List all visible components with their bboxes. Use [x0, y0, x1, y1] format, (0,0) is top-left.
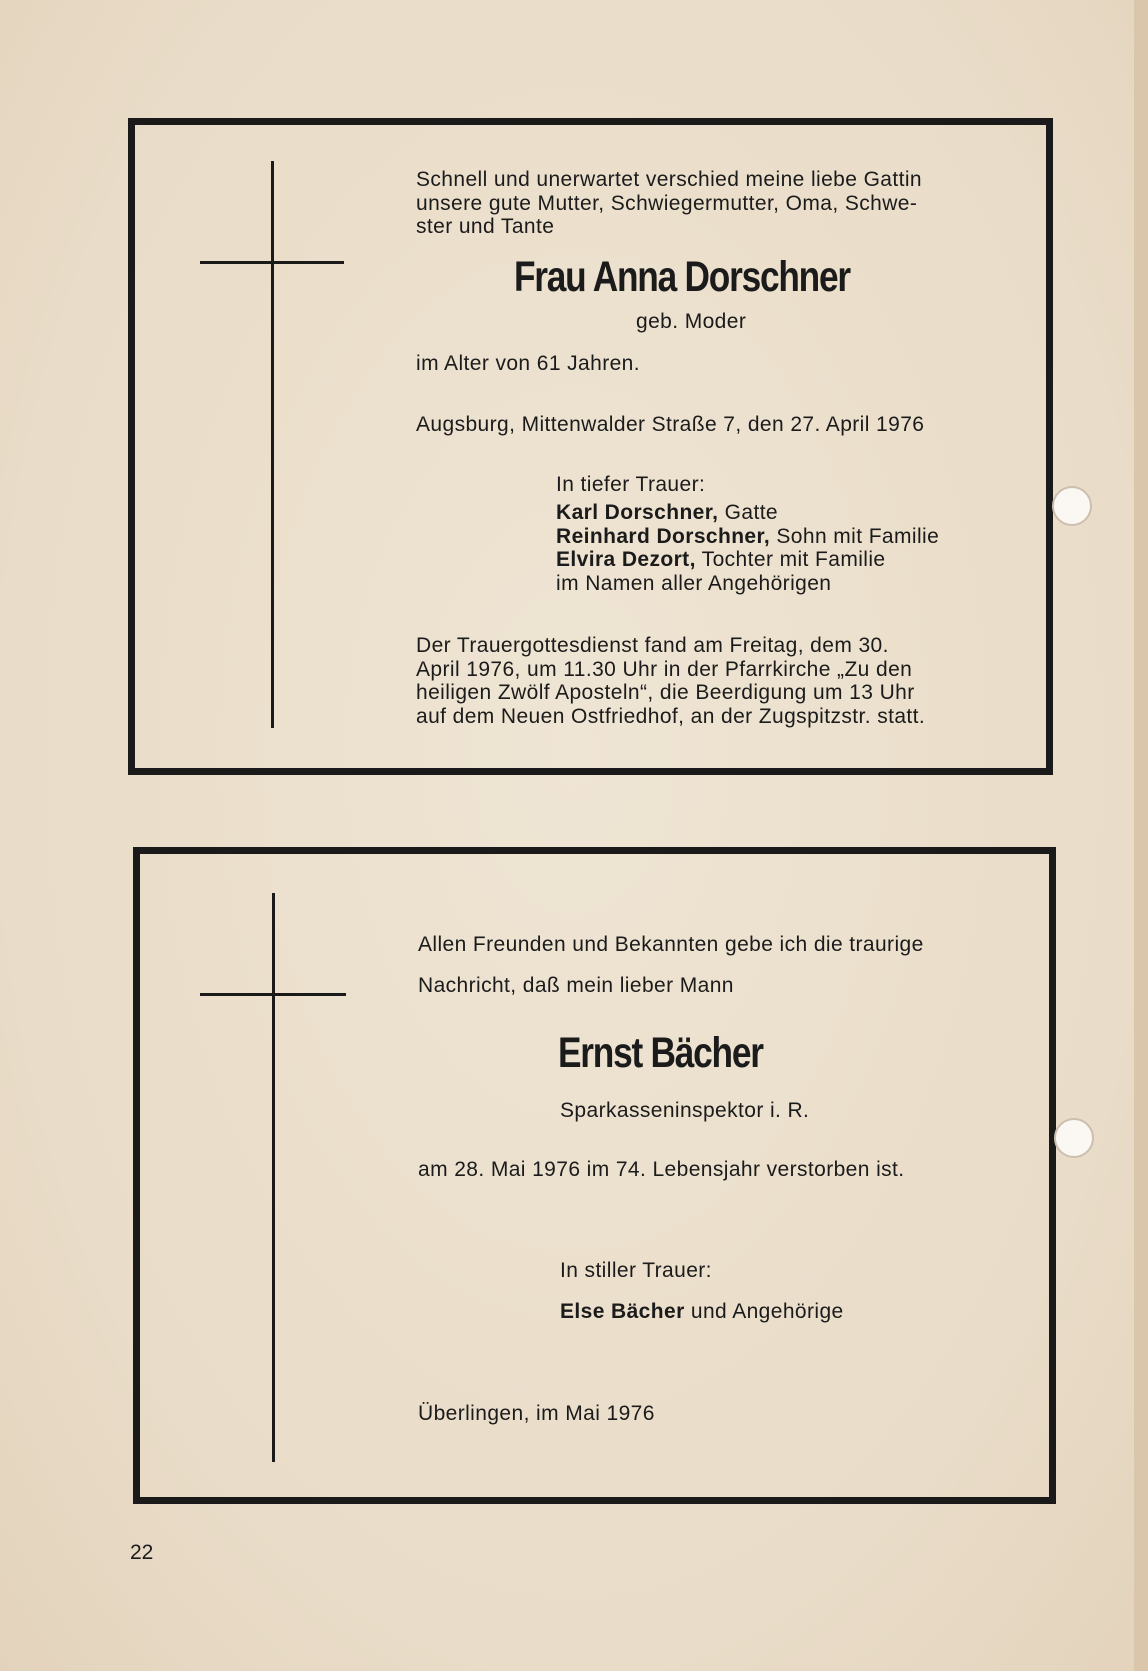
- cross-icon-horizontal: [200, 993, 346, 996]
- service-info: [416, 634, 925, 728]
- mourning-heading: In stiller Trauer:: [560, 1259, 712, 1282]
- mourner-name: Else Bächer: [560, 1300, 685, 1323]
- birth-name: geb. Moder: [636, 310, 747, 333]
- mourner-relation: Tochter mit Familie: [695, 548, 886, 571]
- mourning-heading: In tiefer Trauer:: [556, 473, 706, 496]
- deceased-name: Ernst Bächer: [558, 1029, 763, 1077]
- age: im Alter von 61 Jahren.: [416, 352, 640, 375]
- mourners-list: [556, 501, 939, 595]
- service-line: heiligen Zwölf Aposteln“, die Beerdigung um 13 Uhr: [416, 681, 915, 704]
- mourner-name: Reinhard Dorschner,: [556, 524, 771, 548]
- mourner: [556, 501, 939, 525]
- mourner-relation: Gatte: [718, 501, 779, 524]
- mourner: [556, 525, 939, 549]
- service-line: April 1976, um 11.30 Uhr in der Pfarrkirche „Zu den: [416, 657, 913, 681]
- intro-line: unsere gute Mutter, Schwiegermutter, Oma, Schwe-: [416, 191, 918, 215]
- mourner-name: Elvira Dezort,: [556, 548, 696, 571]
- binder-hole: [1052, 486, 1092, 526]
- cross-icon-vertical: [272, 893, 275, 1462]
- cross-icon-vertical: [271, 161, 274, 728]
- mourner-relation: Sohn mit Familie: [770, 524, 940, 548]
- place-date: Augsburg, Mittenwalder Straße 7, den 27. April 1976: [416, 413, 925, 436]
- deceased-title: Sparkasseninspektor i. R.: [560, 1099, 810, 1122]
- intro-line: ster und Tante: [416, 215, 555, 238]
- intro-line: Allen Freunden und Bekannten gebe ich die traurige: [418, 933, 924, 956]
- service-line: auf dem Neuen Ostfriedhof, an der Zugspitzstr. statt.: [416, 704, 926, 728]
- mourner: [556, 548, 939, 572]
- page-number: 22: [130, 1541, 154, 1564]
- intro-line: Schnell und unerwartet verschied meine liebe Gattin: [416, 168, 923, 191]
- cross-icon-horizontal: [200, 261, 344, 264]
- notice1-intro: [416, 168, 922, 239]
- service-line: Der Trauergottesdienst fand am Freitag, dem 30.: [416, 634, 889, 657]
- place-date: Überlingen, im Mai 1976: [418, 1402, 655, 1425]
- paper-edge: [1134, 0, 1148, 1671]
- binder-hole: [1054, 1118, 1094, 1158]
- intro-line: Nachricht, daß mein lieber Mann: [418, 974, 734, 997]
- mourner: [560, 1300, 844, 1324]
- mourner-name: Karl Dorschner,: [556, 501, 719, 524]
- death-info: am 28. Mai 1976 im 74. Lebensjahr verstorben ist.: [418, 1158, 905, 1181]
- deceased-name: Frau Anna Dorschner: [514, 253, 850, 301]
- mourners-footer: im Namen aller Angehörigen: [556, 571, 832, 595]
- mourner-suffix: und Angehörige: [684, 1300, 844, 1323]
